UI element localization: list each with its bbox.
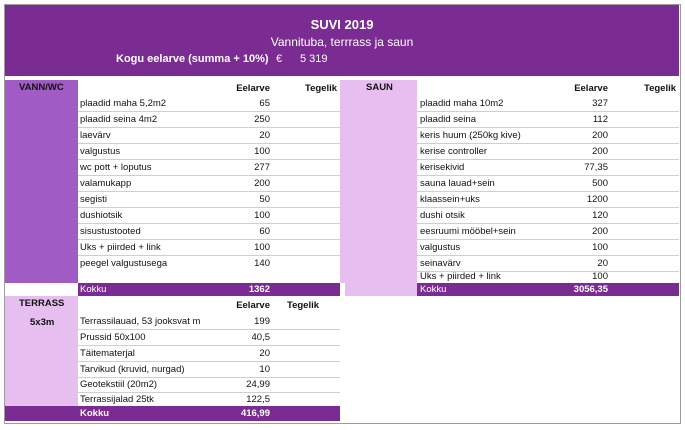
vann-total-label: Kokku xyxy=(80,284,107,295)
item-name: plaadid maha 10m2 xyxy=(420,98,504,109)
item-name: valamukapp xyxy=(80,178,132,189)
item-name: dushi otsik xyxy=(420,210,465,221)
item-name: segisti xyxy=(80,194,107,205)
item-budget: 100 xyxy=(592,242,608,253)
item-budget: 327 xyxy=(592,98,608,109)
terrass-total-value: 416,99 xyxy=(240,408,270,419)
item-name: Geotekstiil (20m2) xyxy=(80,379,158,390)
saun-total-label: Kokku xyxy=(420,284,447,295)
saun-total-value: 3056,35 xyxy=(573,284,608,295)
item-name: dushiotsik xyxy=(80,210,123,221)
vann-label-column xyxy=(5,80,78,283)
item-budget: 500 xyxy=(592,178,608,189)
item-budget: 112 xyxy=(592,114,608,125)
item-budget: 100 xyxy=(592,271,608,282)
item-budget: 200 xyxy=(592,226,608,237)
item-name: plaadid seina xyxy=(420,114,476,125)
item-name: valgustus xyxy=(420,242,461,253)
item-budget: 20 xyxy=(597,258,608,269)
terrass-size: 5x3m xyxy=(30,317,55,328)
saun-total-side xyxy=(345,283,417,296)
item-name: eesruumi mööbel+sein xyxy=(420,226,516,237)
item-name: peegel valgustusega xyxy=(80,258,168,269)
terrass-col-actual: Tegelik xyxy=(287,300,320,311)
terrass-label-column xyxy=(5,296,78,406)
item-budget: 120 xyxy=(592,210,608,221)
item-name: Tarvikud (kruvid, nurgad) xyxy=(80,364,185,375)
item-name: kerisekivid xyxy=(420,162,465,173)
item-name: Prussid 50x100 xyxy=(80,332,146,343)
item-budget: 77,35 xyxy=(584,162,608,173)
item-name: kerise controller xyxy=(420,146,488,157)
item-name: sisustustooted xyxy=(80,226,141,237)
item-name: klaassein+uks xyxy=(420,194,480,205)
item-budget: 122,5 xyxy=(246,394,270,405)
item-name: Uks + piirded + link xyxy=(420,271,501,282)
item-budget: 277 xyxy=(254,162,270,173)
item-budget: 100 xyxy=(254,242,270,253)
item-budget: 200 xyxy=(254,178,270,189)
terrass-col-budget: Eelarve xyxy=(236,300,270,311)
terrass-total-label: Kokku xyxy=(80,408,110,419)
item-budget: 100 xyxy=(254,210,270,221)
item-name: valgustus xyxy=(80,146,121,157)
saun-label-column xyxy=(345,80,417,283)
budget-value: 5 319 xyxy=(300,53,328,65)
vann-total-value: 1362 xyxy=(248,284,270,295)
saun-section-title: SAUN xyxy=(366,82,393,93)
item-budget: 40,5 xyxy=(251,332,270,343)
item-budget: 1200 xyxy=(586,194,608,205)
item-budget: 65 xyxy=(259,98,270,109)
item-name: plaadid seina 4m2 xyxy=(80,114,158,125)
terrass-section-title: TERRASS xyxy=(19,298,65,309)
vann-col-actual: Tegelik xyxy=(305,83,338,94)
vann-section-title: VANN/WC xyxy=(19,82,64,93)
item-budget: 10 xyxy=(259,364,270,375)
item-name: Terrassilauad, 53 jooksvat m xyxy=(80,316,201,327)
item-name: plaadid maha 5,2m2 xyxy=(80,98,167,109)
saun-col-budget: Eelarve xyxy=(574,83,608,94)
currency-symbol: € xyxy=(276,53,283,65)
item-name: sauna lauad+sein xyxy=(420,178,495,189)
item-budget: 50 xyxy=(259,194,270,205)
page-subtitle: Vannituba, terrrass ja saun xyxy=(270,35,414,49)
item-budget: 24,99 xyxy=(246,379,270,390)
item-budget: 200 xyxy=(592,146,608,157)
item-budget: 60 xyxy=(259,226,270,237)
budget-label: Kogu eelarve (summa + 10%) xyxy=(116,53,269,65)
item-budget: 200 xyxy=(592,130,608,141)
saun-col-actual: Tegelik xyxy=(644,83,677,94)
page-title: SUVI 2019 xyxy=(310,17,374,32)
item-name: laevärv xyxy=(80,130,111,141)
item-name: Terrassijalad 25tk xyxy=(80,394,154,405)
item-budget: 20 xyxy=(259,348,270,359)
vann-col-budget: Eelarve xyxy=(236,83,270,94)
item-name: wc pott + loputus xyxy=(80,162,152,173)
item-name: Täitematerjal xyxy=(80,348,135,359)
item-name: seinavärv xyxy=(420,258,461,269)
item-budget: 250 xyxy=(254,114,270,125)
terrass-total-bar xyxy=(5,406,340,421)
item-budget: 140 xyxy=(254,258,270,269)
item-budget: 20 xyxy=(259,130,270,141)
item-budget: 100 xyxy=(254,146,270,157)
item-budget: 199 xyxy=(254,316,270,327)
item-name: Uks + piirded + link xyxy=(80,242,161,253)
item-name: keris huum (250kg kive) xyxy=(420,130,521,141)
